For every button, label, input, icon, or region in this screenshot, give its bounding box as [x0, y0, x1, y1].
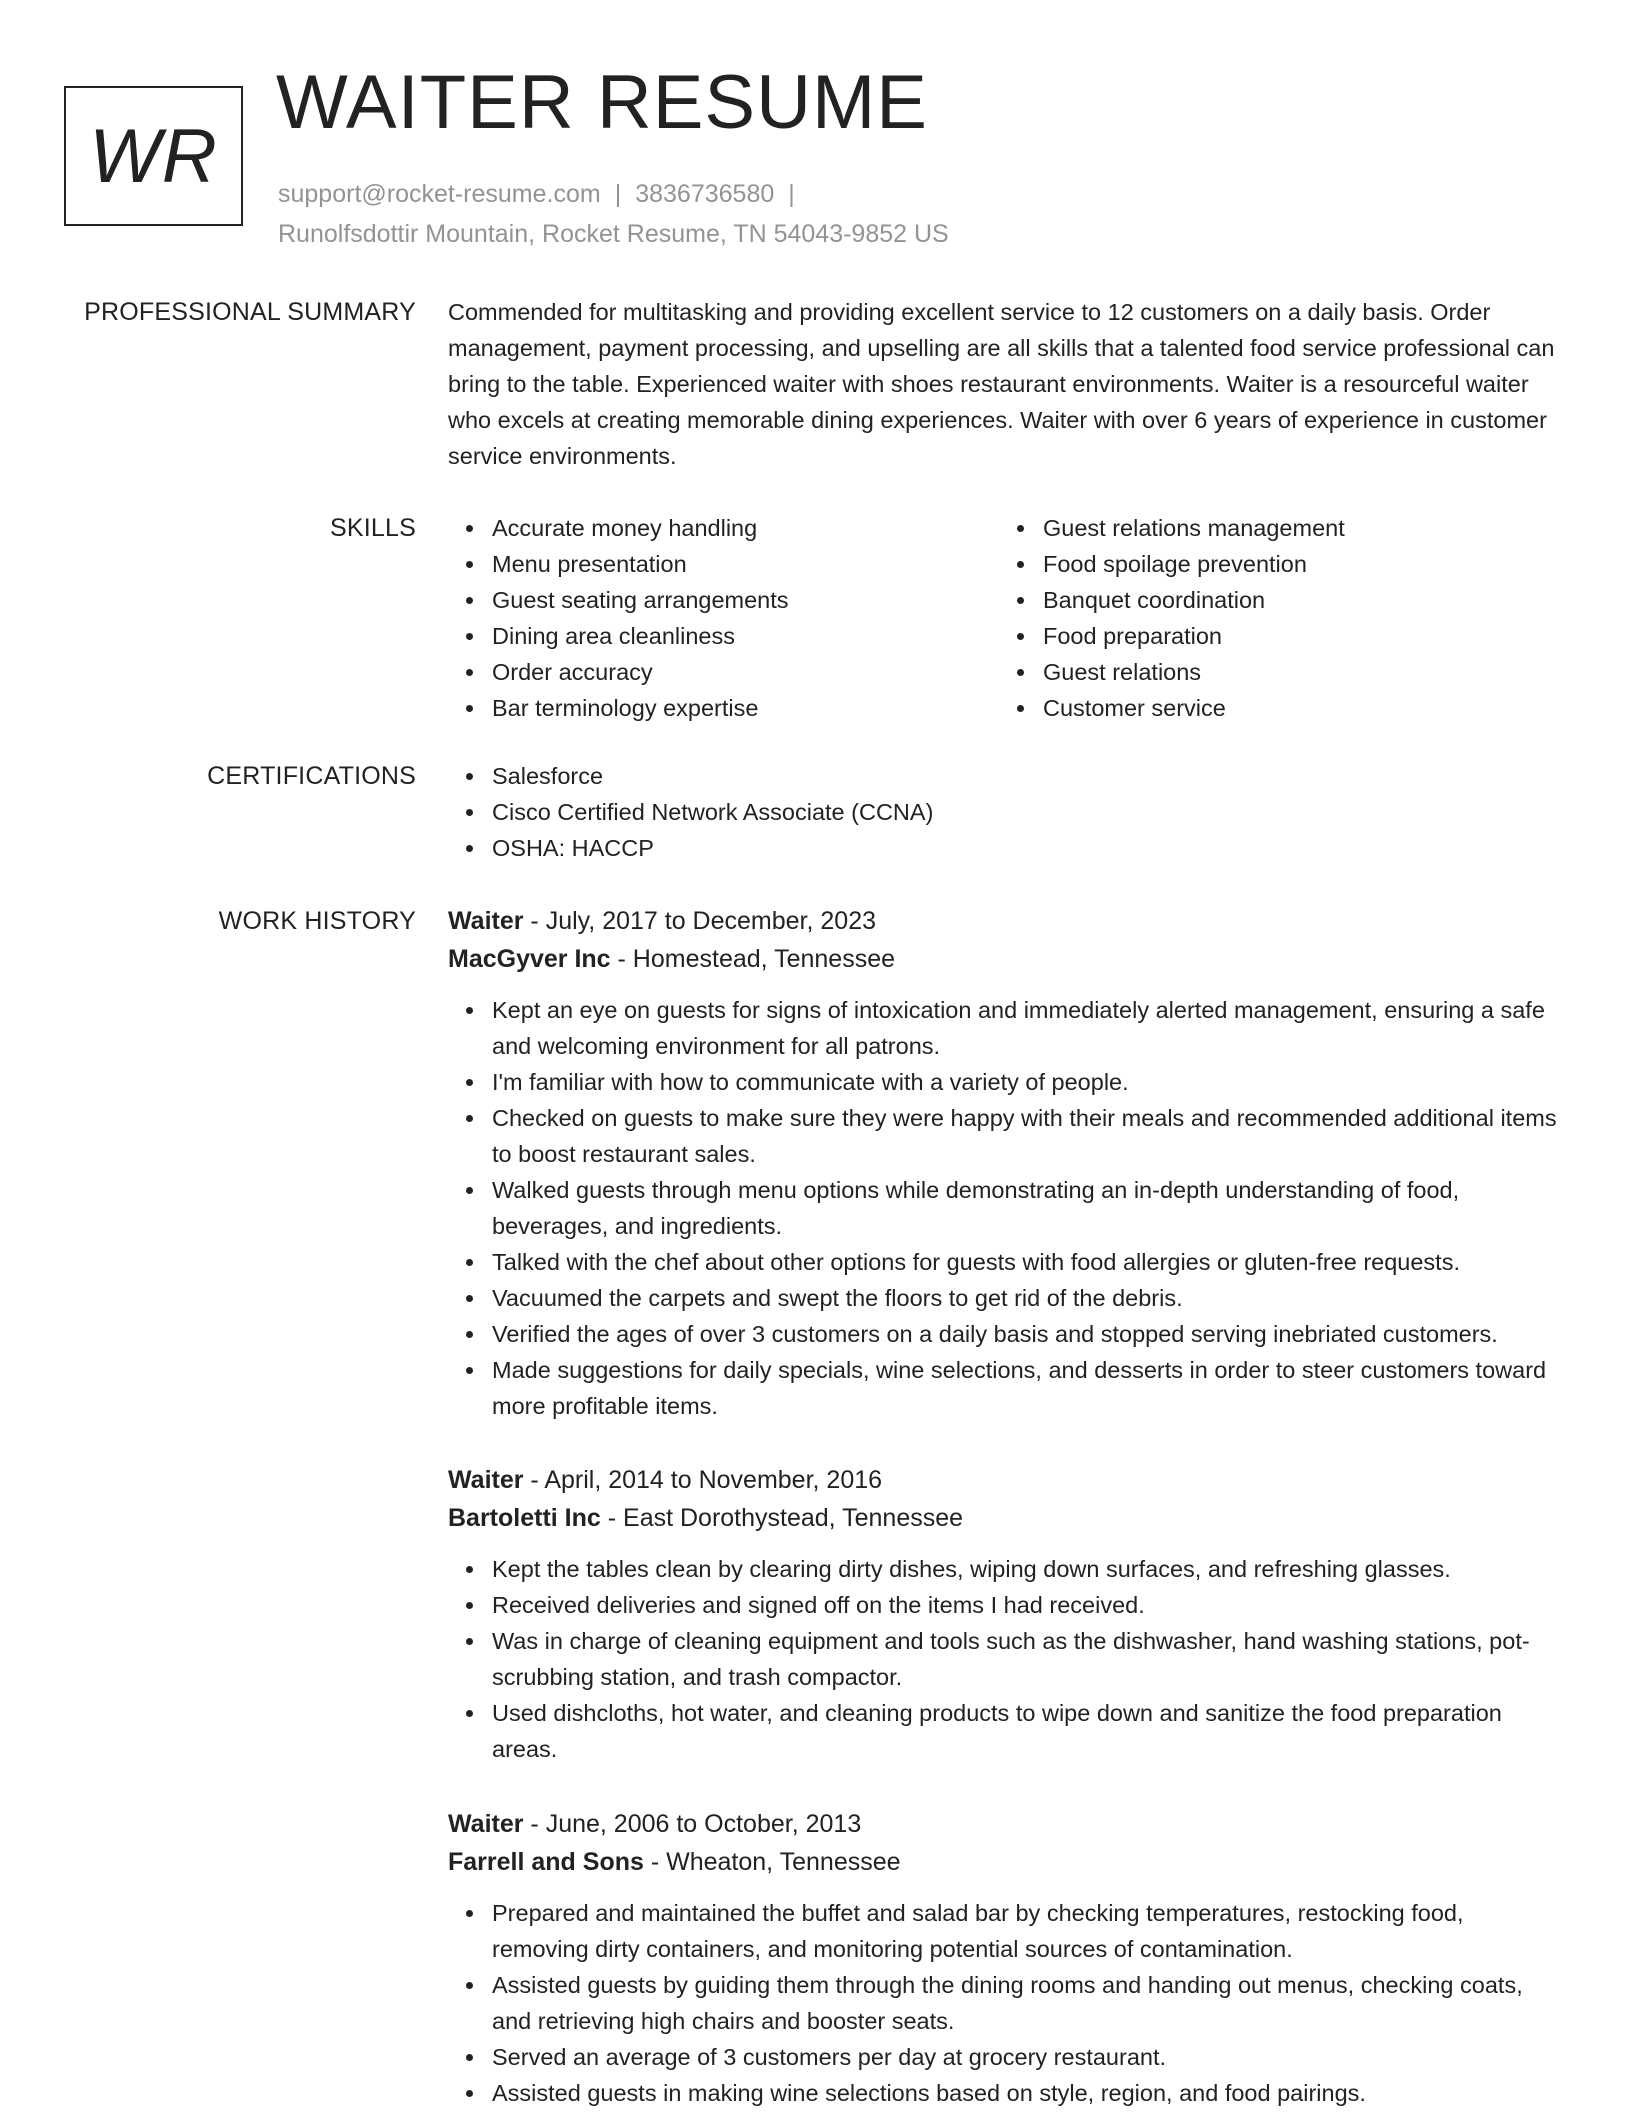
- work-history-heading: WORK HISTORY: [218, 907, 416, 935]
- skills-section: [448, 510, 1564, 726]
- skill-item: Menu presentation: [492, 546, 999, 582]
- skills-column-left: [448, 510, 999, 726]
- job-bullet: Assisted guests by guiding them through the dining rooms and handing out menus, checking coats, and retrieving high chairs and booster seats.: [492, 1967, 1564, 2039]
- job-title: Waiter: [448, 1810, 524, 1838]
- job-title-line: [448, 1805, 1564, 1843]
- summary-section: [448, 294, 1564, 474]
- page-title: WAITER RESUME: [276, 60, 928, 145]
- contact-email[interactable]: support@rocket-resume.com: [278, 180, 601, 208]
- job-location: - East Dorothystead, Tennessee: [600, 1504, 964, 1532]
- skill-item: Bar terminology expertise: [492, 690, 999, 726]
- job-dates: - July, 2017 to December, 2023: [523, 907, 876, 935]
- job-company: MacGyver Inc: [448, 945, 611, 973]
- monogram-logo: WR: [64, 86, 243, 226]
- job-title: Waiter: [448, 1466, 524, 1494]
- job-bullet: Vacuumed the carpets and swept the floors to get rid of the debris.: [492, 1280, 1564, 1316]
- contact-separator: |: [788, 180, 795, 208]
- certifications-heading: CERTIFICATIONS: [207, 762, 416, 790]
- job-dates: - June, 2006 to October, 2013: [523, 1810, 862, 1838]
- job-company-line: [448, 1499, 1564, 1537]
- summary-text: Commended for multitasking and providing excellent service to 12 customers on a daily basis. Order management, payment processing, and upselling are all skills that a talented food service professional can bring to the table. Experienced waiter with shoes restaurant environments. Waiter is a resourceful waiter who excels at creating memorable dining experiences. Waiter with over 6 years of experience in customer service environments.: [448, 299, 1555, 469]
- skill-item: Guest seating arrangements: [492, 582, 999, 618]
- job-company-line: [448, 1843, 1564, 1881]
- job-title-line: [448, 902, 1564, 940]
- job-bullet: Used dishcloths, hot water, and cleaning products to wipe down and sanitize the food preparation areas.: [492, 1695, 1564, 1767]
- certification-item: OSHA: HACCP: [492, 830, 1564, 866]
- skill-item: Food preparation: [1043, 618, 1550, 654]
- job-bullet: Assisted guests in making wine selections based on style, region, and food pairings.: [492, 2075, 1564, 2111]
- skill-item: Customer service: [1043, 690, 1550, 726]
- job-entry: [448, 1805, 1564, 2111]
- job-bullet: Was in charge of cleaning equipment and tools such as the dishwasher, hand washing stations, pot-scrubbing station, and trash compactor.: [492, 1623, 1564, 1695]
- job-bullet: Walked guests through menu options while demonstrating an in-depth understanding of food, beverages, and ingredients.: [492, 1172, 1564, 1244]
- summary-heading: PROFESSIONAL SUMMARY: [84, 298, 416, 326]
- job-bullet: Prepared and maintained the buffet and salad bar by checking temperatures, restocking food, removing dirty containers, and monitoring potential sources of contamination.: [492, 1895, 1564, 1967]
- job-location: - Homestead, Tennessee: [610, 945, 896, 973]
- skills-heading: SKILLS: [330, 514, 416, 542]
- job-company: Farrell and Sons: [448, 1848, 644, 1876]
- contact-line-1: [278, 174, 949, 214]
- job-bullet: Verified the ages of over 3 customers on a daily basis and stopped serving inebriated customers.: [492, 1316, 1564, 1352]
- job-bullet: I'm familiar with how to communicate with a variety of people.: [492, 1064, 1564, 1100]
- certification-item: Salesforce: [492, 758, 1564, 794]
- job-bullet: Received deliveries and signed off on the items I had received.: [492, 1587, 1564, 1623]
- skill-item: Guest relations management: [1043, 510, 1550, 546]
- contact-phone[interactable]: 3836736580: [635, 180, 775, 208]
- job-location: - Wheaton, Tennessee: [643, 1848, 901, 1876]
- skill-item: Order accuracy: [492, 654, 999, 690]
- skill-item: Dining area cleanliness: [492, 618, 999, 654]
- job-bullet: Served an average of 3 customers per day at grocery restaurant.: [492, 2039, 1564, 2075]
- job-bullet: Kept the tables clean by clearing dirty dishes, wiping down surfaces, and refreshing glasses.: [492, 1551, 1564, 1587]
- job-title-line: [448, 1461, 1564, 1499]
- job-bullet: Talked with the chef about other options for guests with food allergies or gluten-free requests.: [492, 1244, 1564, 1280]
- job-bullet: Kept an eye on guests for signs of intoxication and immediately alerted management, ensuring a safe and welcoming environment for all patrons.: [492, 992, 1564, 1064]
- job-bullet: Made suggestions for daily specials, wine selections, and desserts in order to steer customers toward more profitable items.: [492, 1352, 1564, 1424]
- job-company-line: [448, 940, 1564, 978]
- skill-item: Guest relations: [1043, 654, 1550, 690]
- job-bullet: Checked on guests to make sure they were happy with their meals and recommended additional items to boost restaurant sales.: [492, 1100, 1564, 1172]
- certification-item: Cisco Certified Network Associate (CCNA): [492, 794, 1564, 830]
- job-entry: [448, 1461, 1564, 1767]
- job-title: Waiter: [448, 907, 524, 935]
- skills-column-right: [999, 510, 1550, 726]
- contact-address: Runolfsdottir Mountain, Rocket Resume, TN 54043-9852 US: [278, 220, 949, 248]
- certifications-section: [448, 758, 1564, 866]
- skill-item: Accurate money handling: [492, 510, 999, 546]
- skill-item: Banquet coordination: [1043, 582, 1550, 618]
- skill-item: Food spoilage prevention: [1043, 546, 1550, 582]
- job-entry: [448, 902, 1564, 1424]
- contact-info: [278, 174, 949, 254]
- contact-separator: |: [614, 180, 622, 208]
- job-company: Bartoletti Inc: [448, 1504, 601, 1532]
- job-dates: - April, 2014 to November, 2016: [523, 1466, 883, 1494]
